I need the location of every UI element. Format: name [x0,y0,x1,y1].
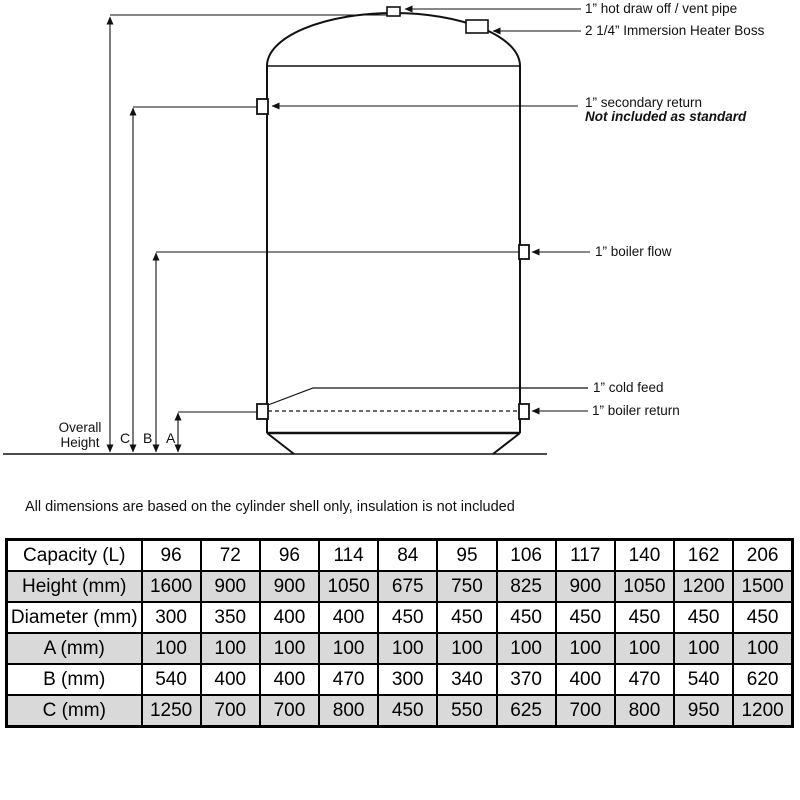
table-cell: 750 [437,571,496,602]
table-cell: 450 [437,602,496,633]
table-cell: 620 [733,664,792,695]
table-row [7,695,793,727]
row-label: C (mm) [7,695,142,727]
table-cell: 1600 [142,571,201,602]
table-cell: 450 [378,602,437,633]
table-cell: 400 [556,664,615,695]
table-cell: 625 [497,695,556,727]
table-cell: 300 [142,602,201,633]
table-cell: 700 [201,695,260,727]
table-row [7,664,793,695]
table-cell: 95 [437,540,496,572]
table-cell: 100 [142,633,201,664]
label-boiler-return: 1” boiler return [592,403,680,418]
table-cell: 96 [142,540,201,572]
table-row [7,633,793,664]
table-cell: 400 [201,664,260,695]
table-cell: 340 [437,664,496,695]
table-cell: 450 [556,602,615,633]
table-cell: 100 [437,633,496,664]
table-cell: 450 [615,602,674,633]
label-dim-c: C [120,430,131,446]
table-cell: 700 [260,695,319,727]
table-cell: 1250 [142,695,201,727]
table-cell: 350 [201,602,260,633]
table-cell: 100 [260,633,319,664]
secondary-return-boss [257,99,268,114]
table-cell: 100 [615,633,674,664]
boiler-return-boss [519,404,529,419]
table-cell: 117 [556,540,615,572]
table-cell: 100 [497,633,556,664]
table-cell: 540 [674,664,733,695]
dimensions-note: All dimensions are based on the cylinder shell only, insulation is not included [25,499,515,515]
row-label: Height (mm) [7,571,142,602]
table-cell: 700 [556,695,615,727]
row-label: Diameter (mm) [7,602,142,633]
label-cold-feed: 1” cold feed [593,380,664,395]
table-cell: 470 [319,664,378,695]
table-cell: 900 [260,571,319,602]
label-secondary-return: 1” secondary return [585,95,703,110]
table-row [7,540,793,572]
table-cell: 540 [142,664,201,695]
table-cell: 100 [556,633,615,664]
spec-table-body [7,540,793,727]
table-cell: 84 [378,540,437,572]
table-cell: 450 [378,695,437,727]
skirt-right [493,433,520,454]
skirt-left [267,433,294,454]
table-cell: 450 [497,602,556,633]
label-dim-b: B [143,430,153,446]
label-hot-draw-off: 1” hot draw off / vent pipe [585,1,738,16]
table-cell: 140 [615,540,674,572]
table-cell: 162 [674,540,733,572]
table-cell: 800 [615,695,674,727]
table-cell: 106 [497,540,556,572]
label-boiler-flow: 1” boiler flow [595,244,672,259]
row-label: Capacity (L) [7,540,142,572]
spec-table [5,538,794,728]
table-cell: 1200 [733,695,792,727]
table-cell: 900 [201,571,260,602]
table-row [7,602,793,633]
table-cell: 400 [260,664,319,695]
cold-feed-line [268,388,588,405]
table-cell: 950 [674,695,733,727]
vent-pipe-boss [387,7,400,16]
table-cell: 1050 [319,571,378,602]
table-cell: 1200 [674,571,733,602]
table-row [7,571,793,602]
table-cell: 100 [201,633,260,664]
table-cell: 1500 [733,571,792,602]
table-cell: 1050 [615,571,674,602]
row-label: A (mm) [7,633,142,664]
table-cell: 450 [733,602,792,633]
immersion-heater-boss [466,20,488,33]
table-cell: 800 [319,695,378,727]
label-dim-a: A [166,430,176,446]
label-not-included-note: Not included as standard [585,109,747,124]
label-overall-height: Overall Height [58,420,102,450]
table-cell: 100 [674,633,733,664]
cold-feed-boss [257,404,268,419]
table-cell: 72 [201,540,260,572]
table-cell: 450 [674,602,733,633]
table-cell: 400 [319,602,378,633]
table-cell: 206 [733,540,792,572]
label-immersion-heater-boss: 2 1/4” Immersion Heater Boss [585,23,765,38]
table-cell: 400 [260,602,319,633]
table-cell: 100 [378,633,437,664]
table-cell: 900 [556,571,615,602]
table-cell: 114 [319,540,378,572]
table-cell: 96 [260,540,319,572]
table-cell: 100 [319,633,378,664]
table-cell: 100 [733,633,792,664]
table-cell: 825 [497,571,556,602]
table-cell: 470 [615,664,674,695]
table-cell: 300 [378,664,437,695]
table-cell: 370 [497,664,556,695]
row-label: B (mm) [7,664,142,695]
table-cell: 550 [437,695,496,727]
boiler-flow-boss [519,245,529,259]
table-cell: 675 [378,571,437,602]
